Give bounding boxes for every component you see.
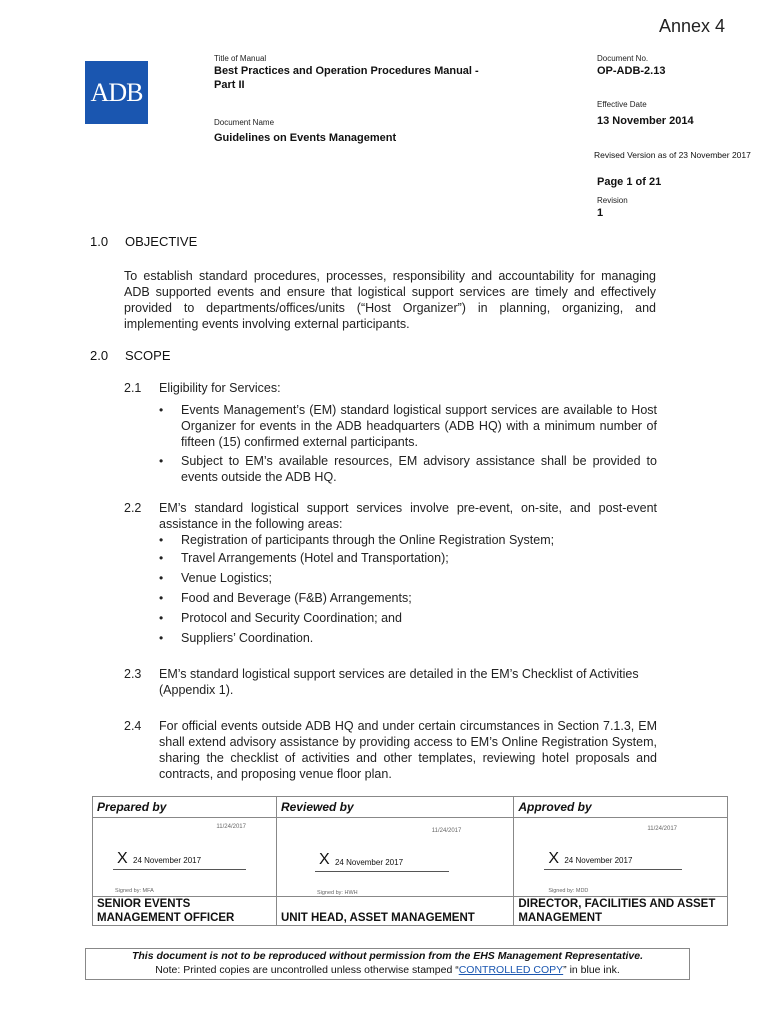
approved-x-mark: X xyxy=(548,850,560,867)
reviewed-date: 24 November 2017 xyxy=(334,858,404,867)
approved-role: DIRECTOR, FACILITIES AND ASSET MANAGEMENT xyxy=(514,897,728,926)
reviewed-role: UNIT HEAD, ASSET MANAGEMENT xyxy=(276,897,513,926)
footer-notice xyxy=(85,948,690,980)
section-2-3-number: 2.3 xyxy=(124,667,142,681)
controlled-copy-link[interactable]: CONTROLLED COPY xyxy=(458,964,564,976)
approved-by-label: Approved by xyxy=(514,797,728,818)
section-2-3-text: EM’s standard logistical support services are detailed in the EM’s Checklist of Activities (Appendix 1). xyxy=(159,667,639,697)
page-number: Page 1 of 21 xyxy=(597,176,662,188)
reviewed-signed-by: Signed by: HWH xyxy=(316,890,358,896)
prepared-signed-by: Signed by: MFA xyxy=(115,888,154,894)
section-2-2-text: EM’s standard logistical support services involve pre-event, on-site, and post-event assistance in the following areas: xyxy=(159,501,657,531)
list-item: • Registration of participants through the Online Registration System; xyxy=(157,532,657,550)
section-2-4-number: 2.4 xyxy=(124,719,142,733)
prepared-signature-line xyxy=(113,869,246,870)
prepared-signature xyxy=(93,818,277,897)
approved-signature xyxy=(514,818,728,897)
section-2-title: SCOPE xyxy=(125,348,171,363)
list-item: • Events Management’s (EM) standard logistical support services are available to Host Organizer for events in the ADB headquarters (ADB HQ) with a minimum number of fifteen (15) confirmed external participants. xyxy=(157,402,657,450)
approved-sign-date: 11/24/2017 xyxy=(647,826,677,832)
prepared-by-label: Prepared by xyxy=(93,797,277,818)
section-2-1-title: Eligibility for Services: xyxy=(159,381,281,395)
reviewed-signature xyxy=(276,818,513,897)
section-2-1-number: 2.1 xyxy=(124,381,142,395)
section-2-2-list xyxy=(157,532,657,650)
section-2-2-number: 2.2 xyxy=(124,501,142,515)
list-item: • Protocol and Security Coordination; and xyxy=(157,610,657,630)
footer-line-2 xyxy=(86,963,689,977)
section-2-number: 2.0 xyxy=(90,348,109,363)
revision-label: Revision xyxy=(597,196,628,205)
list-item: • Subject to EM’s available resources, EM advisory assistance shall be provided to events outside the ADB HQ. xyxy=(157,453,657,485)
adb-logo: ADB xyxy=(85,61,148,124)
reviewed-signature-line xyxy=(315,871,449,872)
annex-label: Annex 4 xyxy=(658,16,725,36)
revised-version: Revised Version as of 23 November 2017 xyxy=(594,150,751,160)
footer-note-suffix: ” in blue ink. xyxy=(563,964,620,976)
document-no-value: OP-ADB-2.13 xyxy=(597,65,666,77)
effective-date-value: 13 November 2014 xyxy=(597,115,694,127)
footer-note-prefix: Note: Printed copies are uncontrolled unless otherwise stamped “ xyxy=(155,964,459,976)
footer-line-1: This document is not to be reproduced without permission from the EHS Management Representative. xyxy=(131,950,644,962)
section-1-title: OBJECTIVE xyxy=(125,234,198,249)
reviewed-sign-date: 11/24/2017 xyxy=(431,828,462,834)
revision-value: 1 xyxy=(597,207,604,219)
reviewed-x-mark: X xyxy=(318,851,330,868)
reviewed-by-label: Reviewed by xyxy=(276,797,513,818)
signature-table xyxy=(92,796,728,926)
list-item: • Venue Logistics; xyxy=(157,570,657,590)
section-1-text: To establish standard procedures, processes, responsibility and accountability for managing ADB supported events and ensure that logistical support services are timely and effectively provided to departments/offices/units (“Host Organizer”) in planning, organizing, and implementing events involving external participants. xyxy=(124,269,656,331)
title-of-manual-value-2: Part II xyxy=(214,79,245,91)
document-name-label: Document Name xyxy=(214,118,275,127)
list-item: • Suppliers’ Coordination. xyxy=(157,630,657,650)
prepared-x-mark: X xyxy=(117,850,128,867)
section-1-number: 1.0 xyxy=(90,234,109,249)
section-2-1-list xyxy=(157,402,657,485)
prepared-date: 24 November 2017 xyxy=(133,856,202,865)
list-item: • Food and Beverage (F&B) Arrangements; xyxy=(157,590,657,610)
document-name-value: Guidelines on Events Management xyxy=(214,132,397,144)
document-no-label: Document No. xyxy=(597,54,649,63)
list-item: • Travel Arrangements (Hotel and Transportation); xyxy=(157,550,657,570)
approved-signed-by: Signed by: MDD xyxy=(548,888,589,894)
approved-date: 24 November 2017 xyxy=(564,856,633,865)
prepared-role: SENIOR EVENTS MANAGEMENT OFFICER xyxy=(93,897,277,926)
effective-date-label: Effective Date xyxy=(597,100,647,109)
title-of-manual-value-1: Best Practices and Operation Procedures Manual - xyxy=(214,65,479,77)
approved-signature-line xyxy=(544,869,682,870)
section-2-4-text: For official events outside ADB HQ and under certain circumstances in Section 7.1.3, EM shall extend advisory assistance by providing access to EM’s Online Registration System, sharing the checklist of activities and other templates, reviewing hotel proposals and contracts, and proposing venue floor plan. xyxy=(159,719,657,781)
prepared-sign-date: 11/24/2017 xyxy=(216,824,246,830)
title-of-manual-label: Title of Manual xyxy=(214,54,267,63)
